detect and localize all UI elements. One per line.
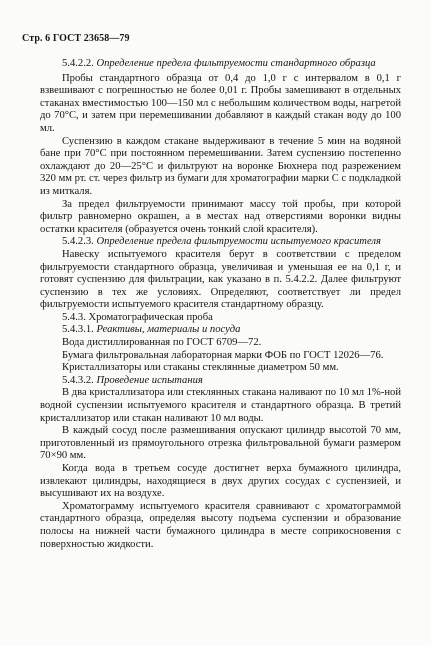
document-body: [40, 58, 401, 551]
paragraph: Бумага фильтровальная лабораторная марки ФОБ по ГОСТ 12026—76.: [62, 349, 384, 361]
paragraph: Суспензию в каждом стакане выдерживают в течение 5 мин на водяной бане при 70°С при постоянном перемешивании. Затем суспензию постепенно охлаждают до 20—25°С и фильтруют на воронке Бюхнера под разрежением 320 мм рт. ст. через фильтр из бумаги для хроматографии марки С с подкладкой из миткаля.: [40, 135, 401, 197]
paragraph: Когда вода в третьем сосуде достигнет верха бумажного цилиндра, извлекают цилиндры, находящиеся в двух других сосудах с суспензией, и высушивают их на воздухе.: [40, 463, 401, 500]
section-heading-5-4-3-2: [40, 375, 401, 388]
section-heading-5-4-2-2: [40, 58, 401, 71]
paragraph: Кристаллизаторы или стаканы стеклянные диаметром 50 мм.: [62, 362, 339, 374]
section-title: Проведение испытания: [96, 374, 203, 386]
paragraph: В два кристаллизатора или стеклянных стакана наливают по 10 мл 1%-ной водной суспензии испытуемого красителя и стандартного образца. В третий кристаллизатор или стакан наливают 10 мл воды.: [40, 387, 401, 424]
paragraph: Пробы стандартного образца от 0,4 до 1,0 г с интервалом в 0,1 г взвешивают с погрешностью не более 0,01 г. Пробы замешивают в отдельных стаканах вместимостью 100—150 мл с небольшим количеством воды, нагретой до 70°С, и затем при перемешивании добавляют в каждый стакан воду до 100 мл.: [40, 72, 401, 134]
section-title: Определение предела фильтруемости испытуемого красителя: [96, 236, 381, 248]
section-heading-5-4-3-1: [40, 324, 401, 337]
page-header: Стр. 6 ГОСТ 23658—79: [22, 33, 130, 44]
section-title: Определение предела фильтруемости стандартного образца: [96, 58, 376, 69]
section-title: Реактивы, материалы и посуда: [96, 324, 241, 336]
paragraph: Навеску испытуемого красителя берут в соответствии с пределом фильтруемости стандартного образца, увеличивая и уменьшая ее на 0,1 г, и готовят суспензию для фильтрации, как указано в п. 5.4.2.2. Далее фильтруют суспензию в тех же условиях. Определяют, соответствует ли предел фильтруемости испытуемого красителя стандартному образцу.: [40, 248, 401, 311]
paragraph: В каждый сосуд после размешивания опускают цилиндр высотой 70 мм, приготовленный из прямоугольного отрезка фильтровальной бумаги размером 70×90 мм.: [40, 425, 401, 462]
section-heading-5-4-3: 5.4.3. Хроматографическая проба: [62, 311, 213, 323]
paragraph: Вода дистиллированная по ГОСТ 6709—72.: [62, 337, 262, 349]
section-heading-5-4-2-3: [40, 236, 401, 249]
paragraph: Хроматограмму испытуемого красителя сравнивают с хроматограммой стандартного образца, определяя высоту подъема суспензии и образование полосы на нижней части бумажного цилиндра в месте соприкосновения с поверхностью жидкости.: [40, 500, 401, 550]
section-number: 5.4.3.1.: [62, 324, 94, 336]
section-number: 5.4.2.2.: [62, 58, 94, 69]
section-number: 5.4.3.2.: [62, 374, 94, 386]
section-number: 5.4.2.3.: [62, 236, 94, 248]
paragraph: За предел фильтруемости принимают массу той пробы, при которой фильтр равномерно окрашен, а в местах над отверстиями воронки видны остатки красителя (образуется очень тонкий слой красителя).: [40, 198, 401, 235]
